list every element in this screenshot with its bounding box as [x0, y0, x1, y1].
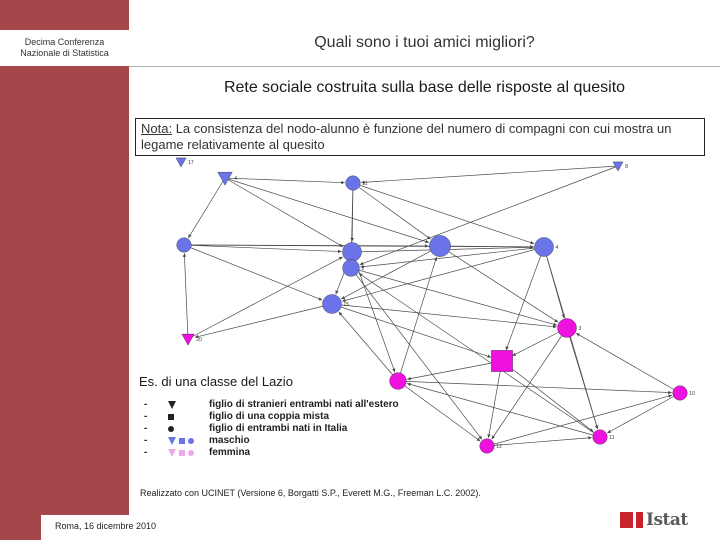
- circle-pink-icon: [188, 450, 194, 456]
- network-edge: [398, 381, 480, 441]
- circle-blue-icon: [188, 438, 194, 444]
- logo-mark-icon: [636, 512, 643, 528]
- legend-text: figlio di stranieri entrambi nati all'estero: [209, 399, 399, 410]
- slide-title: Quali sono i tuoi amici migliori?: [314, 34, 535, 51]
- network-node-label: 4: [555, 245, 559, 251]
- legend-text: maschio: [209, 435, 250, 446]
- network-node-label: 20: [196, 337, 202, 343]
- network-node-label: 12: [496, 444, 502, 450]
- network-node-K: [558, 319, 577, 338]
- slide-subtitle: Rete sociale costruita sulla base delle risposte al quesito: [223, 79, 626, 96]
- network-edge: [225, 178, 429, 243]
- network-node-M: [390, 373, 407, 390]
- network-node-J: [182, 334, 194, 345]
- network-edge: [353, 183, 534, 244]
- network-node-H: [343, 260, 360, 277]
- legend-row-foreign: - figlio di stranieri entrambi nati all'estero: [144, 399, 399, 410]
- network-node-O: [480, 439, 495, 454]
- network-edge: [360, 166, 618, 265]
- network-edge: [184, 253, 188, 339]
- network-node-label: 15: [343, 302, 350, 308]
- network-node-G: [535, 238, 554, 257]
- network-edge: [361, 166, 618, 182]
- network-node-label: 10: [689, 391, 695, 397]
- network-node-label: 11: [609, 435, 615, 441]
- network-edge: [506, 247, 544, 350]
- logo-mark-icon: [620, 512, 633, 528]
- legend-text: femmina: [209, 447, 251, 458]
- network-node-label: 3: [578, 326, 582, 332]
- title-divider: [129, 66, 720, 67]
- triangle-blue-icon: [168, 437, 176, 445]
- network-node-label: 4: [234, 176, 238, 182]
- network-node-A: [218, 172, 233, 185]
- network-edge: [195, 304, 332, 337]
- note-box: [135, 118, 705, 156]
- conference-line-1: Decima Conferenza: [24, 37, 105, 47]
- network-node-label: 11: [362, 181, 368, 187]
- network-edge: [225, 178, 345, 183]
- network-node-P: [593, 430, 608, 445]
- network-node-label: 17: [188, 160, 194, 166]
- network-node-N: [673, 386, 688, 401]
- network-edge: [398, 257, 437, 381]
- network-node-label: 8: [625, 164, 628, 170]
- network-edge: [576, 333, 680, 393]
- software-credit: Realizzato con UCINET (Versione 6, Borgatti S.P., Everett M.G., Freeman L.C. 2002).: [140, 488, 481, 498]
- legend-row-italian: - figlio di entrambi nati in Italia: [144, 423, 348, 434]
- square-blue-icon: [179, 438, 185, 444]
- legend-text: figlio di entrambi nati in Italia: [209, 423, 348, 434]
- network-edge: [339, 312, 398, 381]
- note-text: La consistenza del nodo-alunno è funzione del numero di compagni con cui mostra un legame relativamente al quesito: [141, 121, 672, 152]
- network-node-B: [346, 176, 361, 191]
- network-edge: [398, 381, 672, 393]
- network-edge: [360, 247, 544, 267]
- example-caption: Es. di una classe del Lazio: [139, 374, 293, 389]
- network-node-17: [176, 158, 186, 167]
- network-node-F: [429, 235, 450, 256]
- sidebar: [0, 0, 129, 540]
- conference-label: [0, 30, 129, 66]
- legend-text: figlio di una coppia mista: [209, 411, 330, 422]
- network-edge: [184, 245, 322, 300]
- network-edge: [492, 328, 567, 439]
- logo-text: Istat: [646, 510, 688, 530]
- network-node-E: [343, 243, 362, 262]
- network-edge: [607, 393, 680, 433]
- network-node-D: [177, 238, 192, 253]
- legend-row-female: - femmina: [144, 447, 251, 458]
- network-edge: [407, 384, 600, 437]
- conference-line-2: Nazionale di Statistica: [20, 48, 109, 58]
- legend-row-male: - maschio: [144, 435, 250, 446]
- network-edge: [188, 178, 225, 238]
- circle-icon: [168, 426, 174, 432]
- square-pink-icon: [179, 450, 185, 456]
- note-label: Nota:: [141, 121, 173, 136]
- network-edge: [188, 257, 343, 339]
- network-node-label: 2: [361, 266, 365, 272]
- network-edge: [407, 361, 502, 379]
- legend: [144, 399, 399, 459]
- network-node-L: [491, 350, 512, 371]
- network-edge: [225, 178, 343, 247]
- square-icon: [168, 414, 174, 420]
- triangle-icon: [168, 401, 176, 409]
- triangle-pink-icon: [168, 449, 176, 457]
- date-label: Roma, 16 dicembre 2010: [41, 515, 168, 540]
- network-node-I: [323, 295, 342, 314]
- network-edge: [502, 361, 593, 432]
- legend-row-mixed: - figlio di una coppia mista: [144, 411, 330, 422]
- network-edge: [184, 245, 428, 246]
- istat-logo: [620, 510, 688, 530]
